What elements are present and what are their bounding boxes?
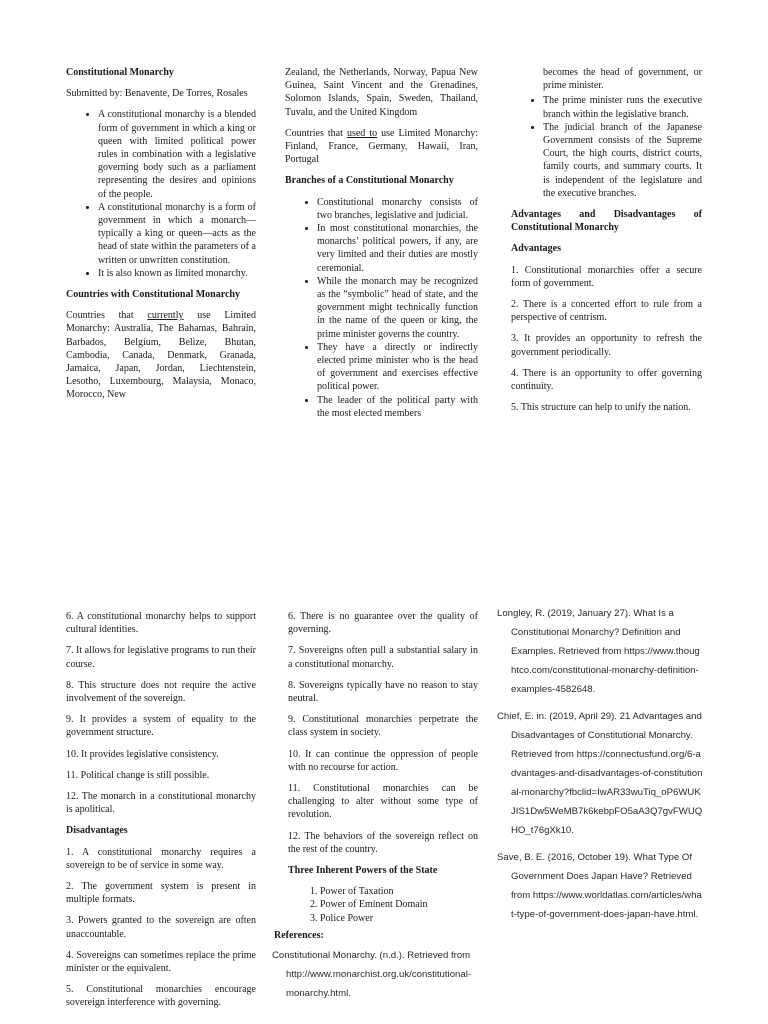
reference-text: Chief, E. in. (2019, April 29). 21 Advantages and Disadvantages of Constitutional Monarchy. Retrieved from — [497, 711, 702, 760]
page1-column-3 — [511, 66, 702, 422]
advantage-item: 6. A constitutional monarchy helps to support cultural identities. — [66, 611, 256, 636]
reference-text: Longley, R. (2019, January 27). What Is a Constitutional Monarchy? Definition and Examples. Retrieved from — [497, 608, 681, 657]
countries-current-paragraph — [66, 309, 256, 401]
reference-entry — [497, 604, 704, 699]
references-heading: References: — [274, 929, 324, 941]
advantage-item: 8. This structure does not require the active involvement of the sovereign. — [66, 679, 256, 705]
page2-column-1 — [66, 610, 256, 1018]
text-span: Countries that — [285, 127, 347, 139]
disadvantage-item: 7. Sovereigns often pull a substantial salary in a constitutional monarchy. — [288, 645, 478, 670]
advantage-item: 4. There is an opportunity to offer governing continuity. — [511, 367, 702, 393]
list-item: • They have a directly or indirectly elected prime minister who is the head of government and exercises effective political power. — [317, 341, 478, 394]
list-item: • It is also known as limited monarchy. — [98, 267, 256, 280]
page2-column-2 — [272, 610, 478, 1011]
disadvantage-item: 8. Sovereigns typically have no reason to stay neutral. — [288, 679, 478, 705]
advantage-item: 9. It provides a system of equality to the government structure. — [66, 714, 256, 739]
reference-link[interactable]: https://www.thoughtco.com/constitutional-monarchy-definition-examples-4582648. — [511, 646, 700, 695]
document-title: Constitutional Monarchy — [66, 67, 174, 78]
disadvantage-item: 1. A constitutional monarchy requires a sovereign to be of service in some way. — [66, 846, 256, 871]
countries-former-paragraph — [285, 127, 478, 167]
branches-list-continued — [511, 94, 702, 200]
reference-link[interactable]: https://www.worldatlas.com/articles/what-type-of-government-does-japan-have.html. — [511, 890, 702, 920]
page1-column-2 — [285, 66, 478, 428]
advantage-item: 5. This structure can help to unify the nation. — [511, 402, 691, 414]
list-item: • A constitutional monarchy is a form of government in which a monarch—typically a king or queen—acts as the head of state within the parameters of a written or unwritten constitution. — [98, 201, 256, 267]
disadvantage-item: 2. The government system is present in multiple formats. — [66, 881, 256, 906]
advantages-heading: Advantages — [511, 243, 562, 255]
reference-text: Constitutional Monarchy. (n.d.). Retrieved from — [272, 950, 471, 962]
powers-heading: Three Inherent Powers of the State — [288, 865, 438, 877]
advantage-item: 12. The monarch in a constitutional monarchy is apolitical. — [66, 791, 256, 816]
underlined-word: currently — [147, 310, 184, 322]
reference-entry — [497, 707, 704, 840]
powers-list — [288, 885, 478, 925]
countries-continued: Zealand, the Netherlands, Norway, Papua New Guinea, Saint Vincent and the Grenadines, Solomon Islands, Spain, Sweden, Thailand, Tuvalu, and the United Kingdom — [285, 67, 478, 118]
list-item: • A constitutional monarchy is a blended form of government in which a king or queen with limited political power rules in combination with a legislative governing body such as a parliament representing the desires and opinions of the people. — [98, 108, 256, 200]
countries-heading: Countries with Constitutional Monarchy — [66, 289, 240, 301]
reference-link[interactable]: http://www.monarchist.org.uk/constitutional-monarchy.html. — [286, 969, 472, 1000]
advantage-item: 7. It allows for legislative programs to run their course. — [66, 645, 256, 670]
disadvantage-item: 10. It can continue the oppression of people with no recourse for action. — [288, 748, 478, 773]
disadvantages-heading: Disadvantages — [66, 825, 128, 837]
disadvantage-item: 4. Sovereigns can sometimes replace the prime minister or the equivalent. — [66, 949, 256, 975]
branches-list — [285, 196, 478, 420]
list-item: • Constitutional monarchy consists of two branches, legislative and judicial. — [317, 196, 478, 222]
reference-entry — [272, 946, 478, 1003]
disadvantage-item: 6. There is no guarantee over the quality of governing. — [288, 611, 478, 636]
reference-link[interactable]: https://connectusfund.org/6-advantages-and-disadvantages-of-constitutional-monarchy?fbclid=IwAR33wuTiq_oP6WUKJIS1Dw5WeMB7k6kebpFO5aA3Q7gvFWUQHO_t76gXk10. — [511, 749, 703, 836]
disadvantage-item: 5. Constitutional monarchies encourage sovereign interference with governing. — [66, 984, 256, 1009]
disadvantage-item: 3. Powers granted to the sovereign are often unaccountable. — [66, 915, 256, 940]
disadvantage-item: 12. The behaviors of the sovereign reflect on the rest of the country. — [288, 830, 478, 855]
advantage-item: 10. It provides legislative consistency. — [66, 748, 219, 760]
advantage-item: 1. Constitutional monarchies offer a secure form of government. — [511, 264, 702, 289]
list-item: • The judicial branch of the Japanese Government consists of the Supreme Court, the high courts, district courts, family courts, and summary courts. It is independent of the legislature and the executive branches. — [543, 121, 702, 200]
disadvantage-item: 11. Constitutional monarchies can be challenging to alter without some type of revolution. — [288, 783, 478, 821]
branches-heading: Branches of a Constitutional Monarchy — [285, 175, 454, 187]
list-item: 1. Power of Taxation — [320, 885, 478, 898]
list-item-continued: becomes the head of government, or prime minister. — [543, 67, 702, 92]
advantage-item: 2. There is a concerted effort to rule from a perspective of centrism. — [511, 299, 702, 324]
advantage-item: 3. It provides an opportunity to refresh the government periodically. — [511, 333, 702, 358]
reference-entry — [497, 848, 704, 924]
list-item: • The leader of the political party with the most elected members — [317, 394, 478, 420]
list-item: • In most constitutional monarchies, the monarchs’ political powers, if any, are very limited and their duties are mostly ceremonial. — [317, 222, 478, 275]
underlined-word: used to — [346, 127, 378, 139]
definition-list — [66, 108, 256, 280]
list-item: 3. Police Power — [320, 912, 478, 925]
submitted-by: Submitted by: Benavente, De Torres, Rosales — [66, 88, 248, 100]
page1-column-1 — [66, 66, 256, 410]
list-item: • While the monarch may be recognized as the “symbolic” head of state, and the government might technically function in the name of the queen or king, the prime minister governs the country. — [317, 275, 478, 341]
page2-column-3 — [497, 604, 704, 932]
advantages-disadvantages-heading: Advantages and Disadvantages of Constitutional Monarchy — [511, 209, 702, 234]
reference-text: Save, B. E. (2016, October 19). What Type Of Government Does Japan Have? Retrieved from — [497, 852, 692, 901]
text-span: Countries that — [66, 310, 148, 322]
disadvantage-item: 9. Constitutional monarchies perpetrate the class system in society. — [288, 714, 478, 739]
text-span: use Limited Monarchy: Australia, The Bahamas, Bahrain, Barbados, Belgium, Belize, Bhutan, Cambodia, Canada, Denmark, Granada, Jamaica, Japan, Jordan, Liechtenstein, Lesotho, Luxembourg, Malaysia, Monaco, Morocco, New — [66, 310, 256, 401]
text-span: use Limited Monarchy: Finland, France, Germany, Hawaii, Iran, Portugal — [285, 127, 479, 166]
advantage-item: 11. Political change is still possible. — [66, 769, 210, 781]
list-item: • The prime minister runs the executive branch within the legislative branch. — [543, 94, 702, 120]
list-item: 2. Power of Eminent Domain — [320, 898, 478, 911]
reference-text-block — [272, 946, 478, 1003]
